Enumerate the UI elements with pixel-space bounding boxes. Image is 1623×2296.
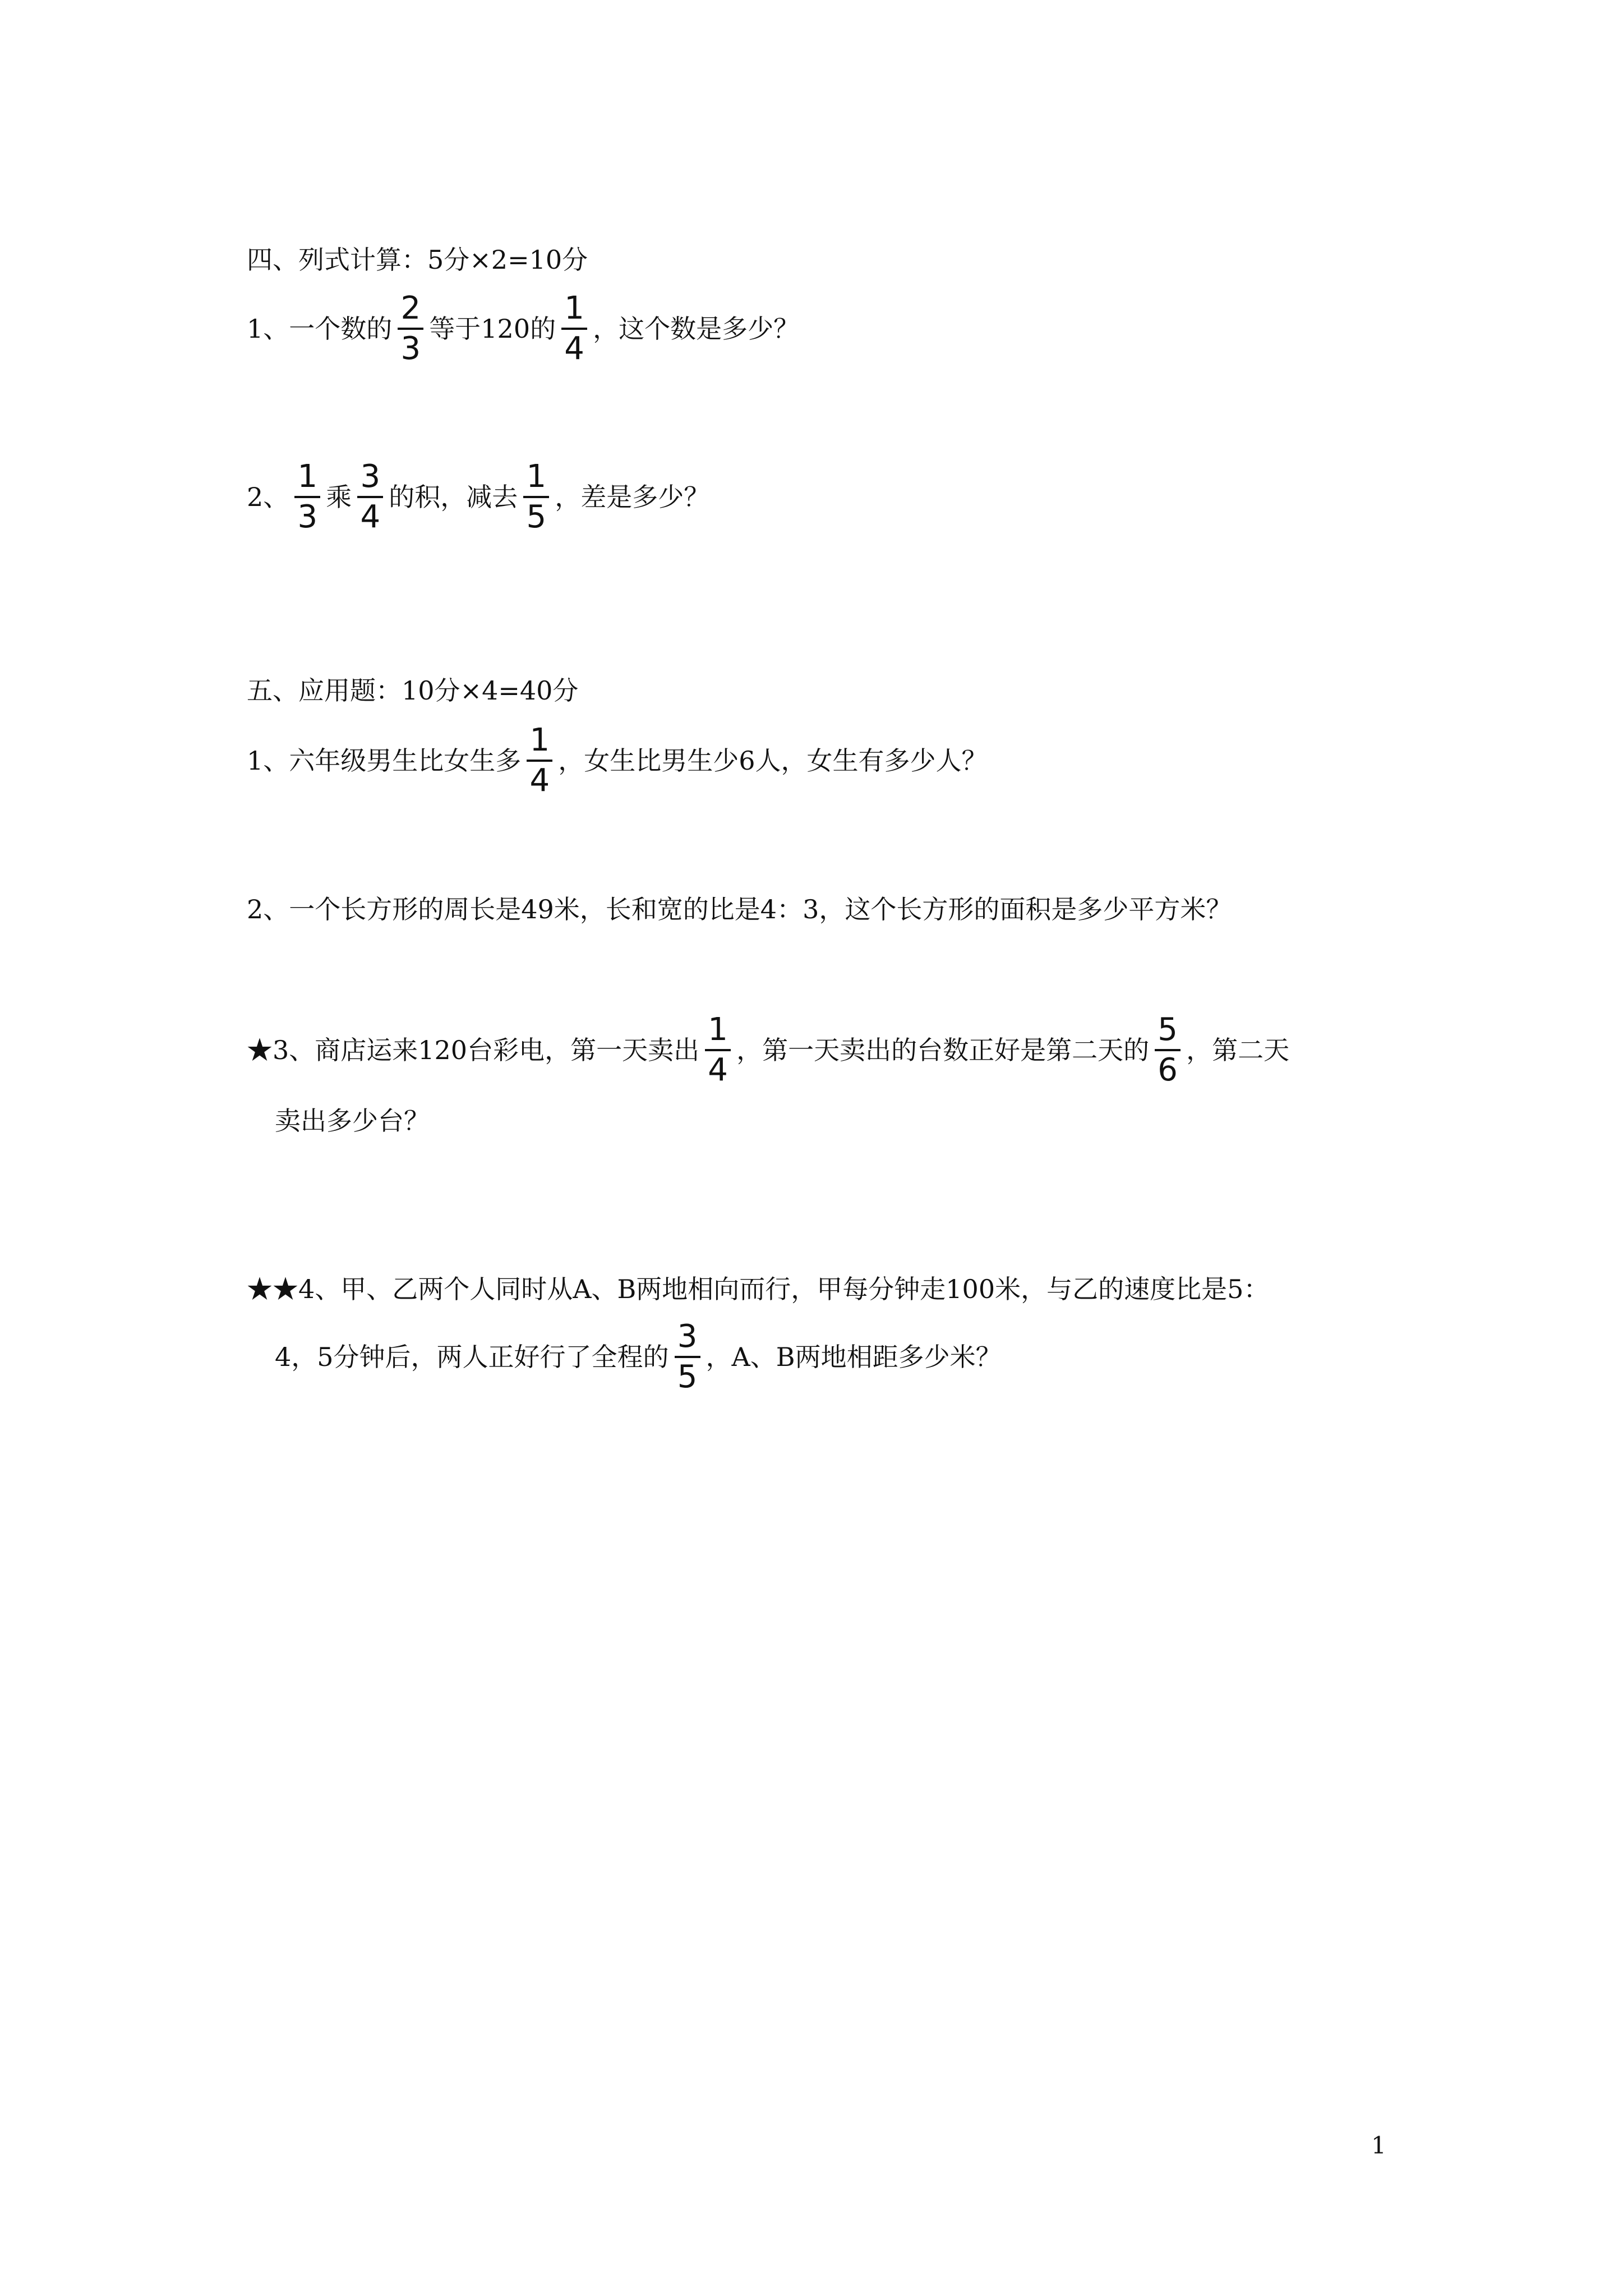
fraction-denominator: 4 (708, 1052, 728, 1088)
fraction-denominator: 4 (529, 762, 550, 799)
question-text: ，差是多少？ (555, 482, 710, 512)
section-5-question-3-continued (275, 1108, 430, 1134)
fraction (398, 290, 423, 367)
fraction (357, 458, 383, 535)
question-text: 乘 (326, 482, 352, 512)
fraction-numerator: 2 (400, 290, 421, 326)
fraction (523, 458, 549, 535)
fraction-denominator: 3 (400, 330, 421, 367)
question-text: 2、 (247, 482, 289, 512)
fraction-numerator: 1 (526, 458, 547, 495)
section-5-question-4 (247, 1276, 1269, 1302)
section-5-question-2 (247, 896, 1232, 922)
fraction-numerator: 1 (708, 1011, 728, 1048)
question-text: ，女生比男生少6人，女生有多少人？ (558, 746, 988, 776)
fraction-denominator: 6 (1158, 1052, 1178, 1088)
section-5-question-1 (247, 722, 988, 799)
question-text: 等于120的 (429, 314, 556, 344)
section-5-heading (247, 675, 579, 706)
fraction-denominator: 4 (564, 330, 584, 367)
question-text: 1、一个数的 (247, 314, 393, 344)
question-text: ，第二天 (1186, 1035, 1290, 1065)
question-text: 的积，减去 (389, 482, 518, 512)
fraction-numerator: 3 (677, 1318, 698, 1355)
fraction (675, 1318, 700, 1395)
fraction (527, 722, 552, 799)
section-4-heading (247, 247, 588, 273)
section-4-question-1 (247, 290, 800, 367)
question-text: ★3、商店运来120台彩电，第一天卖出 (247, 1035, 700, 1065)
fraction-numerator: 1 (297, 458, 318, 495)
question-text: ，这个数是多少？ (593, 314, 800, 344)
question-text: ★★4、甲、乙两个人同时从A、B两地相向而行，甲每分钟走100米，与乙的速度比是5： (247, 1274, 1270, 1304)
fraction-numerator: 3 (360, 458, 381, 495)
fraction-denominator: 5 (526, 499, 547, 535)
question-text: ，A、B两地相距多少米？ (706, 1342, 1002, 1372)
fraction (561, 290, 587, 367)
page-number: 1 (1371, 2132, 1386, 2159)
question-text: 4，5分钟后，两人正好行了全程的 (275, 1342, 669, 1372)
fraction-denominator: 3 (297, 499, 318, 535)
fraction-numerator: 5 (1158, 1011, 1178, 1048)
fraction (705, 1011, 731, 1088)
section-4-heading-text: 四、列式计算：5分×2=10分 (247, 245, 588, 275)
fraction (1155, 1011, 1181, 1088)
fraction-denominator: 4 (360, 499, 381, 535)
section-5-heading-text: 五、应用题：10分×4=40分 (247, 675, 579, 706)
question-text: 2、一个长方形的周长是49米，长和宽的比是4：3，这个长方形的面积是多少平方米？ (247, 894, 1232, 924)
fraction-numerator: 1 (564, 290, 584, 326)
question-text: ，第一天卖出的台数正好是第二天的 (736, 1035, 1150, 1065)
fraction-numerator: 1 (529, 722, 550, 758)
fraction-denominator: 5 (677, 1359, 698, 1395)
section-5-question-4-continued (275, 1318, 1002, 1395)
section-4-question-2 (247, 458, 710, 535)
question-text: 1、六年级男生比女生多 (247, 746, 522, 776)
section-5-question-3 (247, 1011, 1290, 1088)
fraction (294, 458, 320, 535)
question-text: 卖出多少台？ (275, 1106, 430, 1136)
